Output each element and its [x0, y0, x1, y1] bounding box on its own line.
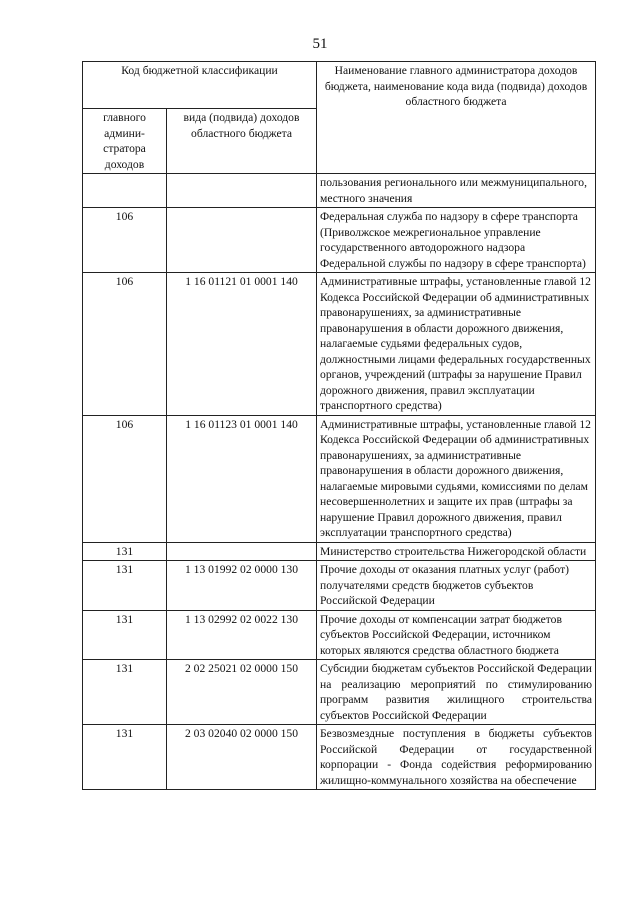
- income-code-cell: [167, 174, 317, 208]
- name-cell: Субсидии бюджетам субъектов Российской Федерации на реализацию мероприятий по стимулированию программ развития жилищного строительства субъектов Российской Федерации: [317, 660, 596, 725]
- table-header-row: [83, 62, 596, 109]
- admin-code-cell: 131: [83, 561, 167, 611]
- admin-code-cell: 106: [83, 208, 167, 273]
- table-row: [83, 660, 596, 725]
- income-code-cell: 1 13 02992 02 0022 130: [167, 610, 317, 660]
- admin-code-cell: 106: [83, 273, 167, 416]
- income-code-cell: [167, 208, 317, 273]
- income-code-cell: 2 03 02040 02 0000 150: [167, 725, 317, 790]
- name-cell: Административные штрафы, установленные главой 12 Кодекса Российской Федерации об административных правонарушениях, за административные правонарушения в области дорожного движения, налагаемые мировыми судьями, комиссиями по делам несовершеннолетних и защите их прав (штрафы за нарушение Правил дорожного движения, правил эксплуатации транспортного средства): [317, 415, 596, 542]
- admin-code-cell: 131: [83, 725, 167, 790]
- admin-code-cell: [83, 174, 167, 208]
- table-row: [83, 415, 596, 542]
- income-code-cell: 1 16 01121 01 0001 140: [167, 273, 317, 416]
- table-row: [83, 561, 596, 611]
- admin-code-cell: 131: [83, 542, 167, 561]
- name-cell: Прочие доходы от оказания платных услуг (работ) получателями средств бюджетов субъектов Российской Федерации: [317, 561, 596, 611]
- table-row: [83, 542, 596, 561]
- header-group-title: Код бюджетной классификации: [83, 62, 317, 109]
- header-code-column: вида (подвида) доходов областного бюджета: [167, 109, 317, 174]
- header-name-column: Наименование главного администратора доходов бюджета, наименование кода вида (подвида) доходов областного бюджета: [317, 62, 596, 174]
- table-row: [83, 273, 596, 416]
- income-code-cell: [167, 542, 317, 561]
- name-cell: Административные штрафы, установленные главой 12 Кодекса Российской Федерации об административных правонарушениях, за административные правонарушения в области дорожного движения, налагаемые судьями федеральных судов, должностными лицами федеральных государственных органов, учреждений (штрафы за нарушение Правил дорожного движения, правил эксплуатации транспортного средства): [317, 273, 596, 416]
- name-cell: пользования регионального или межмуниципального, местного значения: [317, 174, 596, 208]
- admin-code-cell: 106: [83, 415, 167, 542]
- income-code-cell: 1 16 01123 01 0001 140: [167, 415, 317, 542]
- table-row: [83, 725, 596, 790]
- budget-classification-table: [82, 61, 596, 790]
- name-cell: Прочие доходы от компенсации затрат бюджетов субъектов Российской Федерации, источником которых являются средства областного бюджета: [317, 610, 596, 660]
- name-cell: Безвозмездные поступления в бюджеты субъектов Российской Федерации от государственной корпорации - Фонда содействия реформированию жилищно-коммунального хозяйства на обеспечение: [317, 725, 596, 790]
- admin-code-cell: 131: [83, 610, 167, 660]
- income-code-cell: 1 13 01992 02 0000 130: [167, 561, 317, 611]
- name-cell: Федеральная служба по надзору в сфере транспорта (Приволжское межрегиональное управление государственного автодорожного надзора Федеральной службы по надзору в сфере транспорта): [317, 208, 596, 273]
- admin-code-cell: 131: [83, 660, 167, 725]
- table-row: [83, 610, 596, 660]
- page-number: 51: [312, 36, 328, 52]
- name-cell: Министерство строительства Нижегородской области: [317, 542, 596, 561]
- income-code-cell: 2 02 25021 02 0000 150: [167, 660, 317, 725]
- table-row: [83, 208, 596, 273]
- header-admin-column: главного админи-стратора доходов: [83, 109, 167, 174]
- table-row: [83, 174, 596, 208]
